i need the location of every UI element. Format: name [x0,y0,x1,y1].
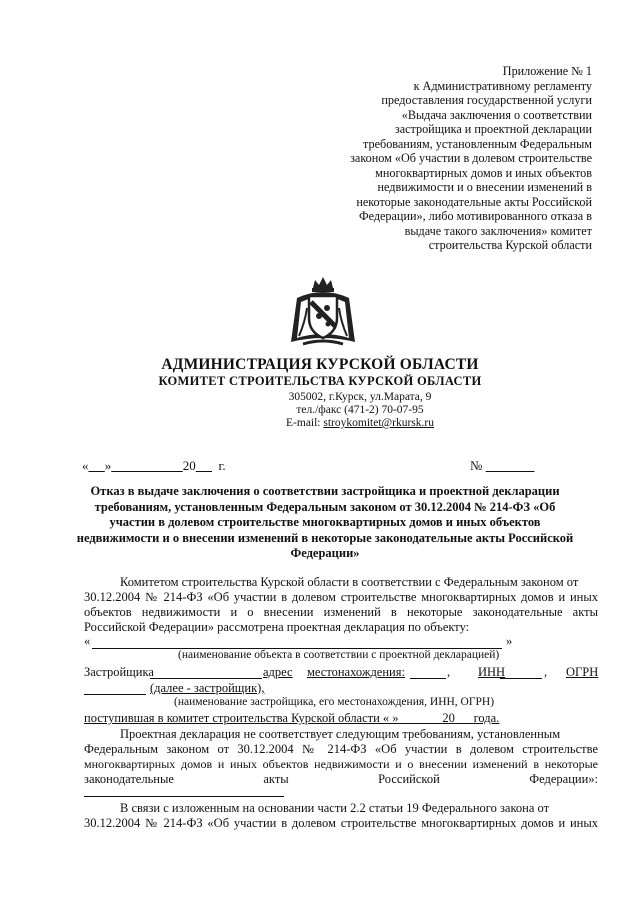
received-year: 20 [442,711,455,725]
object-open-quote: « [84,634,91,648]
para1-line: Российской Федерации» рассмотрена проектная декларация по объекту: [84,620,470,634]
annex-line: «Выдача заключения о соответствии [401,107,592,122]
org-title: АДМИНИСТРАЦИЯ КУРСКОЙ ОБЛАСТИ [161,356,479,373]
date-line [82,458,226,474]
location-label: местонахождения: [307,665,405,679]
object-caption: (наименование объекта в соответствии с проектной декларацией) [178,649,500,661]
annex-line: Федерации», либо мотивированного отказа в [358,209,592,223]
received-year-field[interactable] [455,711,474,725]
object-close-quote: » [506,634,513,648]
org-subtitle: КОМИТЕТ СТРОИТЕЛЬСТВА КУРСКОЙ ОБЛАСТИ [158,374,482,388]
annex-block [292,64,592,253]
ogrn-field[interactable] [84,694,146,695]
month-field[interactable] [111,458,183,473]
annex-line: многоквартирных домов и иных объектов [375,165,592,180]
number-field[interactable] [486,458,535,473]
para1-line: объектов недвижимости и о внесении изменений в некоторые законодательные акты [84,605,598,619]
annex-line: к Административному регламенту [413,78,592,93]
email-link[interactable]: stroykomitet@rkursk.ru [323,417,434,429]
developer-label: Застройщика [84,665,154,679]
address-text: 305002, г.Курск, ул.Марата, 9 [288,391,432,403]
number-label: № [470,458,483,473]
date-close-quote: » [104,458,112,473]
comma-text: , [544,665,548,679]
para2-line: Проектная декларация не соответствует следующим требованиям, установленным [120,727,561,741]
developer-short: (далее - застройщик), [150,681,265,695]
annex-line: предоставления государственной услуги [381,93,592,107]
annex-line: застройщика и проектной декларации [394,122,592,136]
para1-line: Комитетом строительства Курской области в соответствии с Федеральным законом от [120,575,579,589]
address-label: адрес [263,665,293,679]
annex-line: Приложение № 1 [502,64,592,78]
received-line [84,711,499,726]
inn-field[interactable] [500,678,542,679]
document-title [70,484,580,562]
title-line: недвижимости и о внесении изменений в некоторые законодательные акты Российской [76,530,574,545]
para2-line: многоквартирных домов и иных объектов недвижимости и о внесении изменений в некоторые [84,757,598,771]
annex-line: выдаче такого заключения» комитет [404,223,592,238]
year-suffix: г. [218,458,226,473]
annex-line: некоторые законодательные акты Российской [356,194,592,209]
para3-line: В связи с изложенным на основании части 2.2 статьи 19 Федерального закона от [120,801,550,815]
email-line [40,417,640,429]
developer-caption: (наименование застройщика, его местонахождения, ИНН, ОГРН) [174,696,495,708]
title-line: участии в долевом строительстве многоквартирных домов и иных объектов [109,515,541,529]
received-suffix: года. [473,711,500,725]
year-prefix: 20 [182,458,196,473]
year-field[interactable] [196,458,212,473]
phone-text: тел./факс (471-2) 70-07-95 [296,404,424,416]
coat-of-arms-icon [285,272,361,348]
annex-line: требованиям, установленным Федеральным [363,136,592,151]
inn-label: ИНН [478,665,506,679]
title-line: Федерации» [290,546,360,560]
annex-line: недвижимости и о внесении изменений в [377,180,592,194]
email-label: E-mail: [286,417,321,429]
day-field[interactable] [89,458,105,473]
para2-line: законодательные акты Российской Федерации»: [84,772,598,786]
title-line: Отказ в выдаче заключения о соответствии застройщика и проектной декларации [90,484,560,498]
comma-text: , [447,665,451,679]
para3-line: 30.12.2004 № 214-ФЗ «Об участии в долевом строительстве многоквартирных домов и иных [84,816,598,830]
developer-name-field[interactable] [150,678,262,679]
separator-rule [84,796,284,797]
location-field[interactable] [410,678,446,679]
received-prefix: поступившая в комитет строительства Курской области « » [84,711,399,725]
ogrn-label: ОГРН [566,665,599,679]
received-month-field[interactable] [399,711,443,725]
para1-line: 30.12.2004 № 214-ФЗ «Об участии в долевом строительстве многоквартирных домов и иных [84,590,598,604]
date-open-quote: « [82,458,89,473]
annex-line: законом «Об участии в долевом строительстве [350,151,592,165]
title-line: требованиям, установленным Федеральным законом от 30.12.2004 № 214-ФЗ «Об [94,499,556,514]
annex-line: строительства Курской области [428,238,592,252]
number-line [470,458,534,474]
para2-line: Федеральным законом от 30.12.2004 № 214-ФЗ «Об участии в долевом строительстве [84,742,598,756]
